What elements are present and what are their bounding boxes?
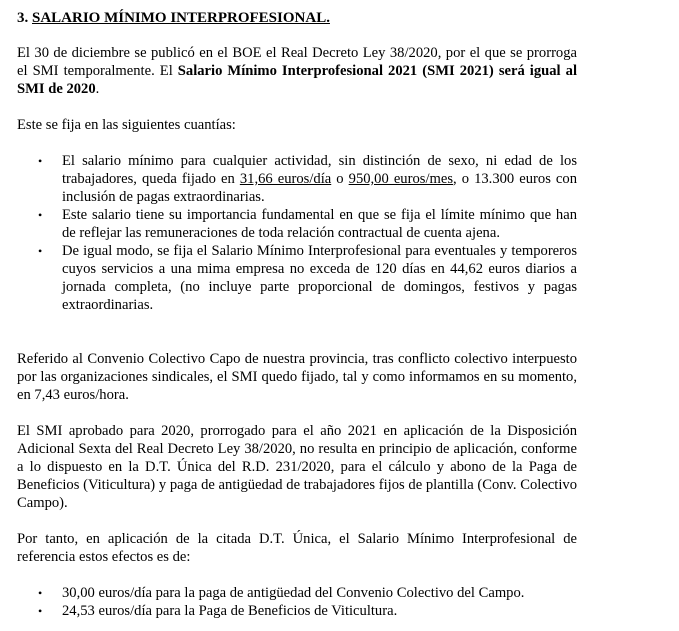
intro-text-1: El 30 de diciembre se publicó en el BOE el Real Decreto Ley 38/2020, por el que se prorroga el SMI temporalmente. El [17,45,577,79]
list-item-text: , o 13.300 euros con inclusión de pagas extraordinarias. [62,171,577,205]
list-item-text: Este salario tiene su importancia fundamental en que se fija el límite mínimo que han de reflejar las remuneraciones de toda relación contractual de cuenta ajena. [62,207,577,241]
bullet-icon: • [38,208,43,222]
list-item [17,584,577,602]
document-page [17,8,577,620]
referencia-list [17,584,577,620]
intro-paragraph [17,44,577,98]
list-item [17,242,577,314]
list-item-text: 30,00 euros/día para la paga de antigüedad del Convenio Colectivo del Campo. [62,585,525,601]
list-item [17,206,577,242]
list-item-text: 24,53 euros/día para la Paga de Beneficios de Viticultura. [62,603,398,619]
list-item-text: De igual modo, se fija el Salario Mínimo Interprofesional para eventuales y temporeros cuyos servicios a una mima empresa no exceda de 120 días en 44,62 euros diarios a jornada completa, (no incluye parte proporcional de domingos, festivos y pagas extraordinarias. [62,243,577,313]
list-item-text: o [331,171,349,187]
cuantias-list [17,152,577,314]
bullet-icon: • [38,154,43,168]
bullet-icon: • [38,586,43,600]
intro-text-2: . [95,81,100,97]
intro-bold-text: Salario Mínimo Interprofesional 2021 (SMI 2021) será igual al SMI de 2020 [17,63,577,97]
bullet-icon: • [38,604,43,618]
cuantias-intro: Este se fija en las siguientes cuantías: [17,117,236,133]
portanto-paragraph: Por tanto, en aplicación de la citada D.T. Única, el Salario Mínimo Interprofesional de referencia estos efectos es de: [17,531,577,565]
section-heading [17,8,577,28]
list-item [17,152,577,206]
section-title: SALARIO MÍNIMO INTERPROFESIONAL. [32,10,330,26]
monthly-salary-value: 950,00 euros/mes [348,171,454,187]
section-number: 3. [17,10,32,26]
smi2020-paragraph: El SMI aprobado para 2020, prorrogado para el año 2021 en aplicación de la Disposición Adicional Sexta del Real Decreto Ley 38/2020, no resulta en principio de aplicación, conforme a lo dispuesto en la D.T. Única del R.D. 231/2020, para el cálculo y abono de la Paga de Beneficios (Viticultura) y paga de antigüedad de trabajadores fijos de plantilla (Conv. Colectivo Campo). [17,423,577,511]
list-item [17,602,577,620]
list-item-text: El salario mínimo para cualquier actividad, sin distinción de sexo, ni edad de los trabajadores, queda fijado en [62,153,577,187]
daily-salary-value: 31,66 euros/día [239,171,332,187]
convenio-paragraph: Referido al Convenio Colectivo Capo de nuestra provincia, tras conflicto colectivo interpuesto por las organizaciones sindicales, el SMI quedo fijado, tal y como informamos en su momento, en 7,43 euros/hora. [17,351,577,403]
bullet-icon: • [38,244,43,258]
